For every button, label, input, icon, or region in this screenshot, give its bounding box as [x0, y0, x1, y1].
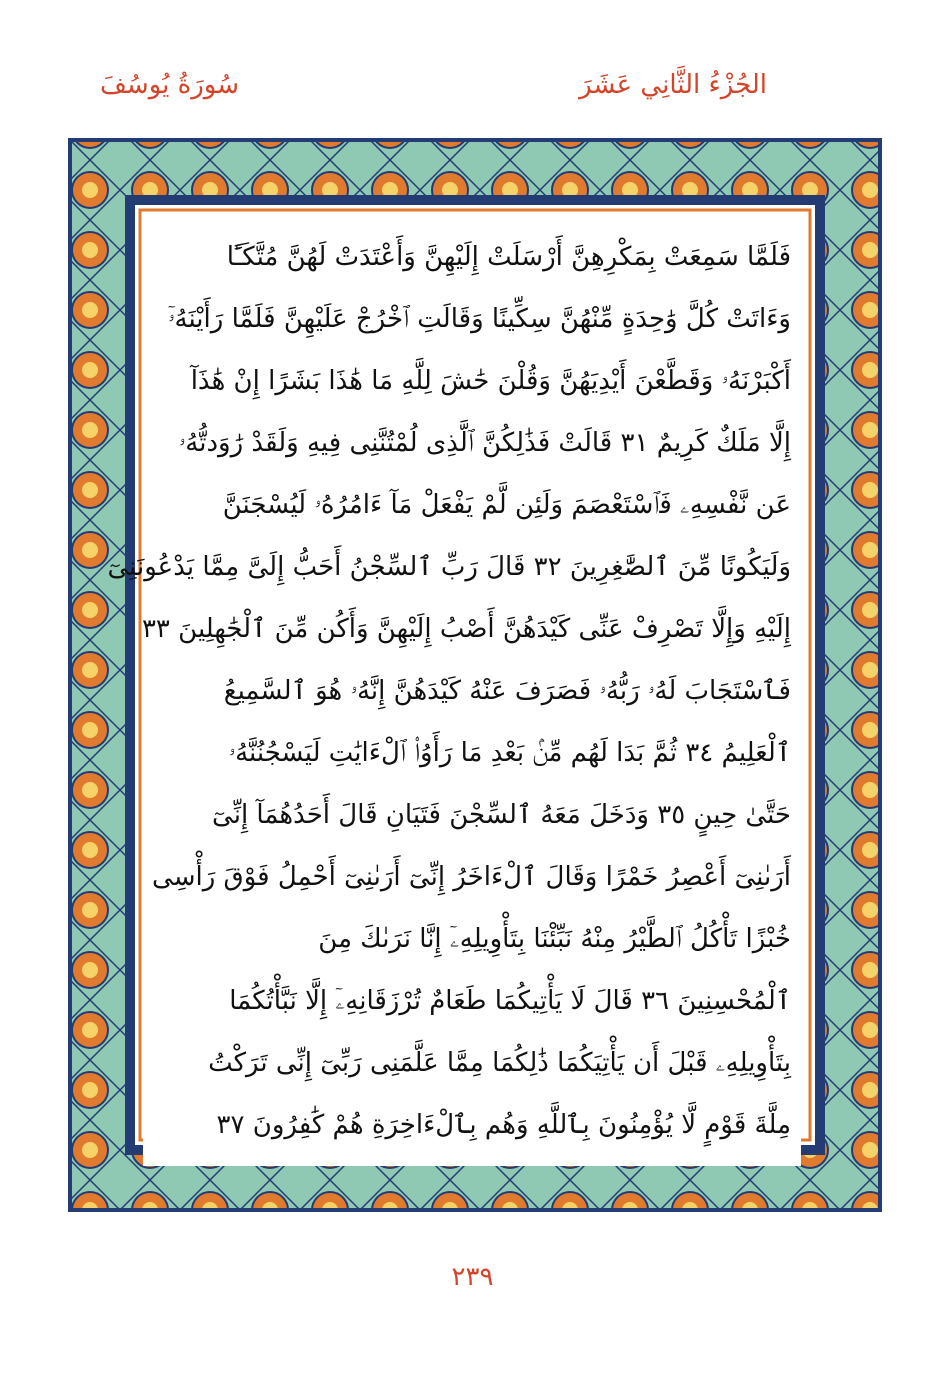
quran-text-area — [107, 214, 801, 1166]
text-line: أَرَىٰنِىٓ أَعْصِرُ خَمْرًا وَقَالَ ٱلْءَاخَرُ إِنِّىٓ أَرَىٰنِىٓ أَحْمِلُ فَوْقَ رَأْسِى — [152, 862, 791, 892]
text-line: مِلَّةَ قَوْمٍ لَّا يُؤْمِنُونَ بِٱللَّهِ وَهُم بِٱلْءَاخِرَةِ هُمْ كَٰفِرُونَ ٣٧ — [216, 1110, 791, 1140]
text-line: ٱلْعَلِيمُ ٣٤ ثُمَّ بَدَا لَهُم مِّنۢ بَعْدِ مَا رَأَوُا۟ ٱلْءَايَٰتِ لَيَسْجُنُنَّهُۥ — [228, 737, 791, 768]
juz-title: الجُزْءُ الثَّانِي عَشَرَ — [579, 70, 767, 100]
text-line: ٱلْمُحْسِنِينَ ٣٦ قَالَ لَا يَأْتِيكُمَا طَعَامٌ تُرْزَقَانِهِۦٓ إِلَّا نَبَّأْتُكُمَا — [229, 985, 791, 1016]
surah-title: سُورَةُ يُوسُفَ — [100, 70, 240, 100]
text-line: خُبْزًا تَأْكُلُ ٱلطَّيْرُ مِنْهُ نَبِّئْنَا بِتَأْوِيلِهِۦٓ إِنَّا نَرَىٰكَ مِنَ — [318, 923, 791, 954]
text-line: إِلَيْهِ وَإِلَّا تَصْرِفْ عَنِّى كَيْدَهُنَّ أَصْبُ إِلَيْهِنَّ وَأَكُن مِّنَ ٱلْجَٰهِلِينَ ٣٣ — [141, 614, 791, 644]
text-line: حَتَّىٰ حِينٍ ٣٥ وَدَخَلَ مَعَهُ ٱلسِّجْنَ فَتَيَانِ قَالَ أَحَدُهُمَآ إِنِّىٓ — [212, 800, 791, 830]
text-line: فَٱسْتَجَابَ لَهُۥ رَبُّهُۥ فَصَرَفَ عَنْهُ كَيْدَهُنَّ إِنَّهُۥ هُوَ ٱلسَّمِيعُ — [223, 675, 791, 706]
text-line: أَكْبَرْنَهُۥ وَقَطَّعْنَ أَيْدِيَهُنَّ وَقُلْنَ حَٰشَ لِلَّهِ مَا هَٰذَا بَشَرًا إِنْ هَٰذَآ — [190, 365, 791, 396]
text-line: بِتَأْوِيلِهِۦ قَبْلَ أَن يَأْتِيَكُمَا ذَٰلِكُمَا مِمَّا عَلَّمَنِى رَبِّىٓ إِنِّى تَرَكْتُ — [208, 1047, 791, 1078]
text-line: إِلَّا مَلَكٌ كَرِيمٌ ٣١ قَالَتْ فَذَٰلِكُنَّ ٱلَّذِى لُمْتُنَّنِى فِيهِ وَلَقَدْ رَٰوَدتُّهُۥ — [178, 427, 791, 458]
page-number: ٢٣٩ — [451, 1262, 494, 1292]
text-line: عَن نَّفْسِهِۦ فَٱسْتَعْصَمَ وَلَئِن لَّمْ يَفْعَلْ مَآ ءَامُرُهُۥ لَيُسْجَنَنَّ — [222, 489, 791, 520]
text-line: وَلَيَكُونًا مِّنَ ٱلصَّٰغِرِينَ ٣٢ قَالَ رَبِّ ٱلسِّجْنُ أَحَبُّ إِلَىَّ مِمَّا يَدْعُونَنِىٓ — [107, 552, 791, 582]
text-line: فَلَمَّا سَمِعَتْ بِمَكْرِهِنَّ أَرْسَلَتْ إِلَيْهِنَّ وَأَعْتَدَتْ لَهُنَّ مُتَّكَـًٔا — [226, 242, 791, 272]
text-line: وَءَاتَتْ كُلَّ وَٰحِدَةٍ مِّنْهُنَّ سِكِّينًا وَقَالَتِ ٱخْرُجْ عَلَيْهِنَّ فَلَمَّا رَأَيْنَهُۥٓ — [168, 303, 791, 334]
